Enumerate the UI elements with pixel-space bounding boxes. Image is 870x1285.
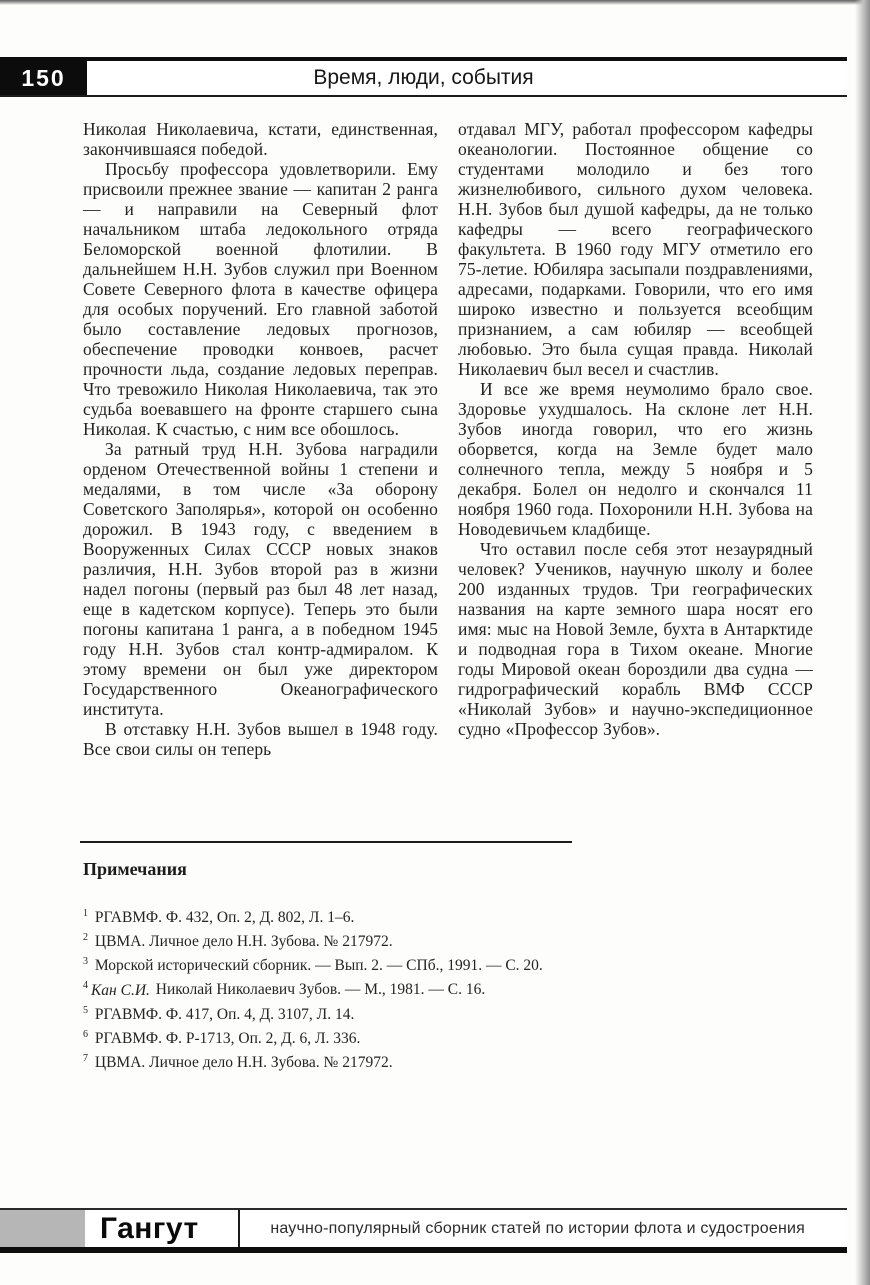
footer-subtitle: научно-популярный сборник статей по истории флота и судостроения: [270, 1220, 805, 1237]
footer-divider: [238, 1210, 240, 1247]
page-number-box: [0, 61, 87, 95]
footnote-text: Николай Николаевич Зубов. — М., 1981. — С. 16.: [155, 981, 486, 999]
footnote-text: РГАВМФ. Ф. Р-1713, Оп. 2, Д. 6, Л. 336.: [94, 1029, 361, 1047]
scan-edge-top: [0, 0, 870, 5]
footnote: [83, 1001, 816, 1025]
footer-band: [0, 1210, 847, 1247]
footnote-number: 6: [83, 1028, 88, 1040]
running-title: Время, люди, события: [313, 66, 534, 89]
paragraph: Николая Николаевича, кстати, единственная, закончившаяся победой.: [83, 119, 438, 159]
footnote-number: 4: [83, 980, 88, 992]
notes-heading: Примечания: [83, 859, 187, 879]
footnote-text: РГАВМФ. Ф. 432, Оп. 2, Д. 802, Л. 1–6.: [94, 909, 355, 927]
paragraph: И все же время неумолимо брало свое. Здоровье ухудшалось. На склоне лет Н.Н. Зубов иногда говорил, что его жизнь оборвется, когда на Земле будет мало солнечного тепла, между 5 ноября и 5 декабря. Болел он недолго и скончался 11 ноября 1960 года. Похоронили Н.Н. Зубова на Новодевичьем кладбище.: [458, 379, 813, 539]
footnote: [83, 1049, 816, 1073]
footnote: [83, 952, 816, 976]
footnote: [83, 976, 816, 1000]
footnote-text: ЦВМА. Личное дело Н.Н. Зубова. № 217972.: [94, 933, 393, 951]
footnote: [83, 1025, 816, 1049]
footnote-number: 2: [83, 932, 88, 944]
footnote-text: ЦВМА. Личное дело Н.Н. Зубова. № 217972.: [94, 1054, 393, 1072]
footnote: [83, 904, 816, 928]
header-band: [0, 61, 847, 95]
article-body: [83, 119, 813, 759]
scan-edge-right: [855, 0, 870, 1285]
footnote-author: Кан С.И.: [91, 981, 150, 999]
footnote-text: РГАВМФ. Ф. 417, Оп. 4, Д. 3107, Л. 14.: [94, 1005, 355, 1023]
brand-logotype: Гангут: [100, 1212, 199, 1245]
left-column: [83, 119, 438, 759]
page-header: [0, 57, 847, 97]
paragraph: Просьбу профессора удовлетворили. Ему присвоили прежнее звание — капитан 2 ранга — и направили на Северный флот начальником штаба ледокольного отряда Беломорской военной флотилии. В дальнейшем Н.Н. Зубов служил при Военном Совете Северного флота в качестве офицера для особых поручений. Его главной заботой было составление ледовых прогнозов, обеспечение проводки конвоев, расчет прочности льда, создание ледовых переправ. Что тревожило Николая Николаевича, так это судьба воевавшего на фронте старшего сына Николая. К счастью, с ним все обошлось.: [83, 159, 438, 439]
footnotes-list: [83, 904, 816, 1073]
footnote: [83, 928, 816, 952]
page-footer: [0, 1208, 847, 1253]
paragraph: За ратный труд Н.Н. Зубова наградили орденом Отечественной войны 1 степени и медалями, в том числе «За оборону Советского Заполярья», которой он особенно дорожил. В 1943 году, с введением в Вооруженных Силах СССР новых знаков различия, Н.Н. Зубов второй раз в жизни надел погоны (первый раз был 48 лет назад, еще в кадетском корпусе). Теперь это были погоны капитана 1 ранга, а в победном 1945 году Н.Н. Зубов стал контр-адмиралом. К этому времени он был уже директором Государственного Океанографического института.: [83, 439, 438, 719]
right-column: [458, 119, 813, 759]
footnote-number: 7: [83, 1052, 88, 1064]
footer-gray-block: [0, 1210, 85, 1247]
paragraph: отдавал МГУ, работал профессором кафедры океанологии. Постоянное общение со студентами молодило и без того жизнелюбивого, сильного духом человека. Н.Н. Зубов был душой кафедры, да не только кафедры — всего географического факультета. В 1960 году МГУ отметило его 75-летие. Юбиляра засыпали поздравлениями, адресами, подарками. Говорили, что его имя широко известно и пользуется всеобщим признанием, а сам юбиляр — всеобщей любовью. Это была сущая правда. Николай Николаевич был весел и счастлив.: [458, 119, 813, 379]
footnote-text: Морской исторический сборник. — Вып. 2. — СПб., 1991. — С. 20.: [94, 957, 543, 975]
notes-divider-rule: [80, 841, 572, 843]
footnote-number: 3: [83, 956, 88, 968]
footnote-number: 1: [83, 908, 88, 919]
page-number: 150: [21, 64, 66, 91]
notes-section: [80, 841, 816, 1073]
paragraph: В отставку Н.Н. Зубов вышел в 1948 году. Все свои силы он теперь: [83, 719, 438, 759]
paragraph: Что оставил после себя этот незаурядный человек? Учеников, научную школу и более 200 изданных трудов. Три географических названия на карте земного шара носят его имя: мыс на Новой Земле, бухта в Антарктиде и подводная гора в Тихом океане. Многие годы Мировой океан бороздили два судна — гидрографический корабль ВМФ СССР «Николай Зубов» и научно-экспедиционное судно «Профессор Зубов».: [458, 539, 813, 739]
footer-bottom-rule: [0, 1247, 847, 1253]
footnote-number: 5: [83, 1004, 88, 1016]
header-bottom-rule: [0, 95, 847, 97]
